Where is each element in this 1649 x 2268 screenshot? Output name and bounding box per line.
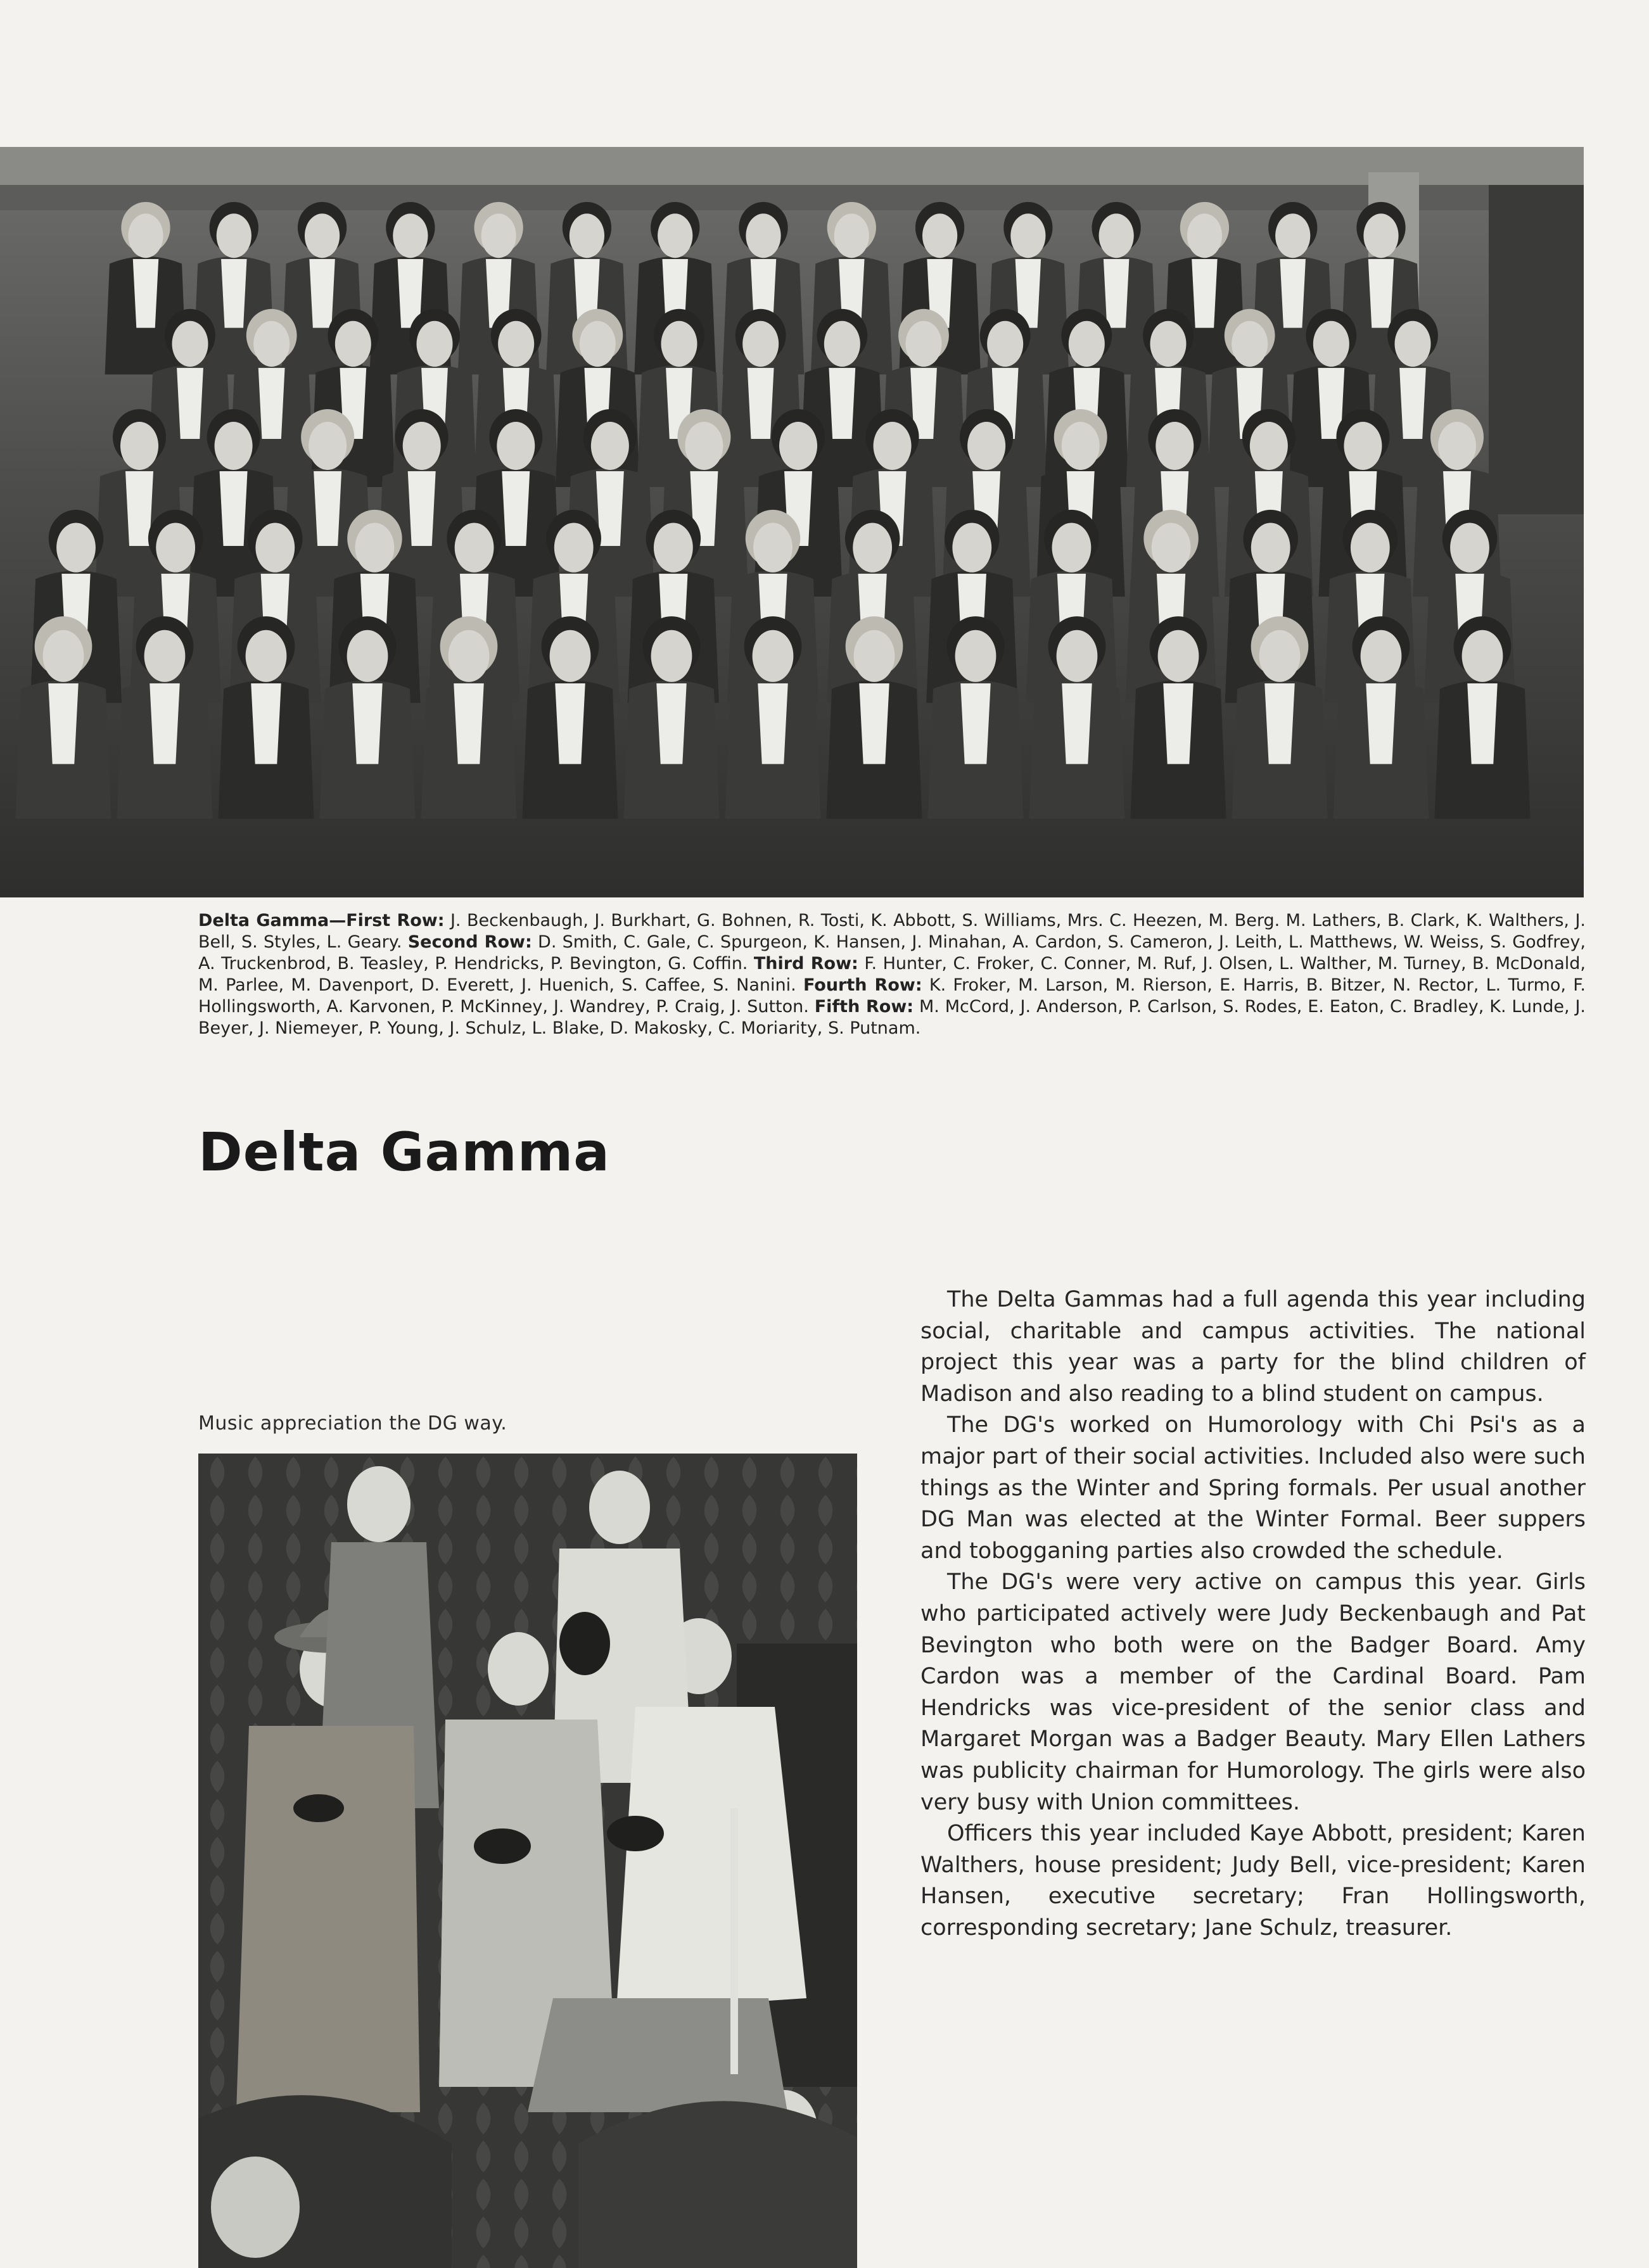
member-face [658,213,692,258]
member-face [824,321,860,367]
member-face [1099,213,1134,258]
member-face [1187,213,1222,258]
member-face [246,630,287,682]
member-face [651,630,692,682]
caption-row-label: Third Row: [753,954,858,973]
member-face [746,213,780,258]
caption-row-names: J. Beckenbaugh, J. Burkhart, G. Bohnen, R. Tosti, K. Abbott, S. Williams, Mrs. C. Heezen, M. Berg. M. Lathers, B. Clark, K. Walthers, J. Bell, S. Styles, L. Geary. [198,911,1586,952]
caption-row-label: Delta Gamma—First Row: [198,911,445,930]
member-face [1232,321,1268,367]
member-blouse [150,683,180,764]
member-face [834,213,869,258]
member-blouse [251,683,281,764]
member-blouse [258,368,285,439]
member-face [742,321,779,367]
caption-row-label: Second Row: [407,932,532,952]
member-blouse [656,683,687,764]
member-face [43,630,84,682]
member-blouse [1104,259,1129,328]
member-face [156,523,195,573]
group-photo-caption [198,910,1586,1039]
article-paragraph: The Delta Gammas had a full agenda this year including social, charitable and campus activities. The national project this year was a party for the blind children of Madison and also reading to a blind student on campus. [920,1287,1586,1407]
music-photo [198,1454,857,2268]
member-face [1251,523,1290,573]
member-face [1438,422,1476,470]
member-blouse [555,683,585,764]
member-face [874,422,912,470]
caption-row-names: M. McCord, J. Anderson, P. Carlson, S. Rodes, E. Eaton, C. Bradley, K. Lunde, J. Beyer, J. Niemeyer, P. Young, J. Schulz, L. Blake, D. Makosky, C. Moriarity, S. Putnam. [198,997,1586,1038]
member-blouse [1062,683,1092,764]
member-face [355,523,395,573]
member-face [498,321,534,367]
member-blouse [1280,259,1305,328]
member-face [128,213,163,258]
member-blouse [454,683,484,764]
member-face [1158,630,1199,682]
member-face [987,321,1023,367]
member-blouse [221,259,246,328]
member-face [854,630,895,682]
member-blouse [748,368,774,439]
member-blouse [859,683,889,764]
article-paragraph: The DG's worked on Humorology with Chi Psi's as a major part of their social activities. Included also were such things as the Winter and Spring formals. Per usual another DG Man was elected at the Winter Formal. Beer suppers and tobogganing parties also crowded the schedule. [920,1412,1586,1564]
member-face [1395,321,1431,367]
caption-row-names: D. Smith, C. Gale, C. Spurgeon, K. Hansen, J. Minahan, A. Cardon, S. Cameron, J. Leith, L. Matthews, W. Weiss, S. Godfrey, A. Truckenbrod, B. Teasley, P. Hendricks, P. Bevington, G. Coffin. [198,932,1586,973]
member-blouse [352,683,383,764]
member-face [654,523,693,573]
member-blouse [309,259,334,328]
member-face [497,422,535,470]
member-face [215,422,253,470]
member-face [144,630,186,682]
caption-row-label: Fifth Row: [814,997,914,1017]
member-face [1361,630,1402,682]
member-face [753,523,793,573]
group-photo [0,147,1584,897]
member-face [481,213,516,258]
member-face [967,422,1005,470]
member-face [335,321,371,367]
member-face [570,213,604,258]
member-blouse [758,683,788,764]
article-paragraph: The DG's were very active on campus this year. Girls who participated actively were Judy Beckenbaugh and Pat Bevington who both were on the Badger Board. Amy Cardon was a member of the Cardinal Board. Pam Hendricks was vice-president of the senior class and Margaret Morgan was a Badger Beauty. Mary Ellen Lathers was publicity chairman for Humorology. The girls were also very busy with Union committees. [920,1569,1586,1815]
caption-row-names: K. Froker, M. Larson, M. Rierson, E. Harris, B. Bitzer, N. Rector, L. Turmo, F. Hollingsworth, A. Karvonen, P. McKinney, J. Wandrey, P. Craig, J. Sutton. [198,975,1586,1017]
member-face [417,321,453,367]
member-face [853,523,892,573]
member-face [906,321,942,367]
member-face [172,321,208,367]
member-face [455,523,494,573]
member-blouse [1192,259,1217,328]
member-face [753,630,794,682]
member-blouse [1264,683,1295,764]
member-face [955,630,996,682]
member-blouse [220,471,248,546]
member-face [1052,523,1092,573]
member-face [1010,213,1045,258]
member-face [120,422,158,470]
member-face [1275,213,1310,258]
member-face [393,213,428,258]
member-face [347,630,388,682]
member-face [1152,523,1191,573]
member-blouse [1368,259,1394,328]
member-blouse [1163,683,1194,764]
caption-row-label: Fourth Row: [803,975,922,995]
member-face [1156,422,1194,470]
member-face [1259,630,1301,682]
music-photo-caption: Music appreciation the DG way. [198,1412,507,1435]
member-blouse [48,683,79,764]
member-blouse [177,368,203,439]
member-blouse [502,471,530,546]
member-blouse [960,683,991,764]
member-face [309,422,347,470]
member-blouse [1399,368,1426,439]
member-face [952,523,991,573]
caption-row-names: F. Hunter, C. Froker, C. Conner, M. Ruf, J. Olsen, L. Walther, M. Turney, B. McDonald, M. Parlee, M. Davenport, D. Everett, J. Huenich, S. Caffee, S. Nanini. [198,954,1586,995]
member-face [779,422,817,470]
member-face [1062,422,1100,470]
member-face [1363,213,1398,258]
music-photo-image [198,1454,857,2268]
member-face [1344,422,1382,470]
member-face [1351,523,1390,573]
member-face [305,213,340,258]
member-face [1150,321,1187,367]
member-blouse [408,471,436,546]
member-blouse [1467,683,1498,764]
group-photo-image [0,147,1584,897]
member-face [1313,321,1349,367]
member-face [1462,630,1503,682]
member-face [1450,523,1489,573]
member-face [661,321,697,367]
member-face [255,523,295,573]
member-face [403,422,441,470]
page-title: Delta Gamma [198,1121,610,1183]
member-face [1250,422,1288,470]
member-blouse [133,259,158,328]
member-blouse [829,368,855,439]
member-face [1057,630,1098,682]
member-blouse [314,471,341,546]
article-body [920,1284,1586,1944]
member-face [580,321,616,367]
member-face [449,630,490,682]
member-face [685,422,723,470]
member-face [550,630,591,682]
member-face [253,321,290,367]
member-face [554,523,594,573]
member-face [922,213,957,258]
article-paragraph: Officers this year included Kaye Abbott, president; Karen Walthers, house president; Judy Bell, vice-president; Karen Hansen, executive secretary; Fran Hollingsworth, corresponding secretary; Jane Schulz, treasurer. [920,1821,1586,1941]
member-face [56,523,96,573]
member-face [591,422,629,470]
member-face [217,213,251,258]
member-blouse [1366,683,1396,764]
member-face [1069,321,1105,367]
